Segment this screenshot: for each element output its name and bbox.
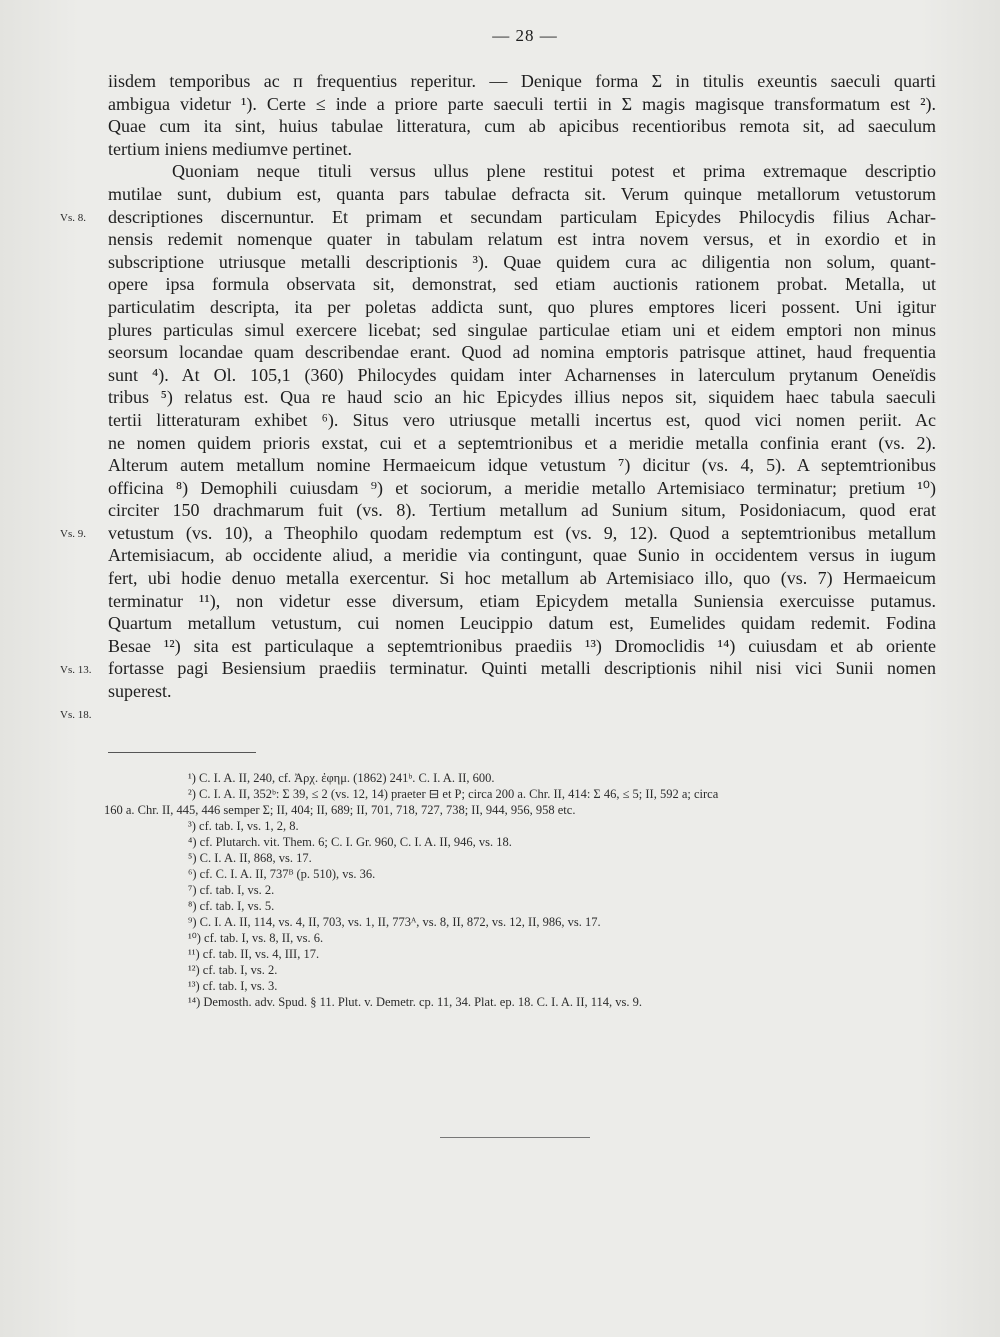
margin-note-vs9: Vs. 9. xyxy=(60,528,86,540)
footnote: ²) C. I. A. II, 352ᵇ: Σ 39, ≤ 2 (vs. 12, 14) praeter ⊟ et Ρ; circa 200 a. Chr. II, 414: Σ 46, ≤ 5; II, 592 a; circa xyxy=(188,787,719,801)
body-line: fortasse pagi Besiensium praediis terminatur. Quinti metalli descriptionis nihil nisi vici Sunii nomen xyxy=(108,658,936,679)
body-text xyxy=(108,70,936,703)
body-line: descriptiones discernuntur. Et primam et secundam particulam Epicydes Philocydis filius Achar- xyxy=(108,206,936,227)
footnote: ¹³) cf. tab. I, vs. 3. xyxy=(188,979,278,993)
margin-note-vs13: Vs. 13. xyxy=(60,664,92,676)
body-line: particulatim descripta, ita per poletas addicta sunt, quo plures emptores liceri possent. Uni igitur xyxy=(108,296,936,317)
body-line: iisdem temporibus ac ᴨ frequentius reperitur. — Denique forma Σ in titulis exeuntis saeculi quarti xyxy=(108,71,936,91)
body-line: fert, ubi hodie denuo metalla exercentur. Si hoc metallum ab Artemisiaco illo, quo (vs. 7) Hermaeicum xyxy=(108,568,936,589)
body-line: sunt ⁴). At Ol. 105,1 (360) Philocydes quidam inter Acharnenses in laterculum prytanum Oeneïdis xyxy=(108,364,936,385)
body-line: subscriptione utriusque metalli descriptionis ³). Quae quidem cura ac diligentia non solum, quant- xyxy=(108,251,936,272)
body-line: Besae ¹²) sita est particulaque a septemtrionibus praediis ¹³) Dromoclidis ¹⁴) cuiusdam et ab oriente xyxy=(108,635,936,656)
footnotes xyxy=(104,770,940,1010)
body-line: tertium iniens mediumve pertinet. xyxy=(108,138,352,159)
footnote: ⁹) C. I. A. II, 114, vs. 4, II, 703, vs. 1, II, 773ᴬ, vs. 8, II, 872, vs. 12, II, 986, vs. 17. xyxy=(188,915,601,929)
footnote: ⁴) cf. Plutarch. vit. Them. 6; C. I. Gr. 960, C. I. A. II, 946, vs. 18. xyxy=(188,835,512,849)
body-line: Quae cum ita sint, huius tabulae litteratura, cum ab apicibus recentioribus remota sit, ad saeculum xyxy=(108,116,936,137)
bottom-divider xyxy=(440,1137,590,1138)
margin-note-vs8: Vs. 8. xyxy=(60,212,86,224)
body-line: Quoniam neque tituli versus ullus plene restitui potest et prima extremaque descriptio xyxy=(172,161,936,182)
footnote-divider xyxy=(108,752,256,753)
body-line: tribus ⁵) relatus est. Qua re haud scio an hic Epicydes illius nepos sit, siquidem haec tabula saeculi xyxy=(108,387,936,408)
footnote: ¹²) cf. tab. I, vs. 2. xyxy=(188,963,278,977)
footnote: ⁶) cf. C. I. A. II, 737ᴮ (p. 510), vs. 36. xyxy=(188,867,376,881)
body-line: mutilae sunt, dubium est, quanta pars tabulae defracta sit. Verum quinque metallorum vetustorum xyxy=(108,183,936,204)
body-line: ne nomen quidem prioris exstat, cui et a septemtrionibus et a meridie metalla confinia erant (vs. 2). xyxy=(108,432,936,453)
body-line: ambigua videtur ¹). Certe ≤ inde a priore parte saeculi tertii in Σ magis magisque transformatum est ²). xyxy=(108,93,936,114)
margin-note-vs18: Vs. 18. xyxy=(60,709,92,721)
body-line: nensis redemit nomenque quater in tabulam relatum est intra novem versus, et in exordio et in xyxy=(108,229,936,250)
page-number: — 28 — xyxy=(492,26,558,45)
body-line: seorsum locandae quam describendae erant. Quod ad nomina emptoris patrisque attinet, haud frequentia xyxy=(108,342,936,363)
footnote: 160 a. Chr. II, 445, 446 semper Σ; II, 404; II, 689; II, 701, 718, 727, 738; II, 944, 956, 958 etc. xyxy=(104,803,576,817)
footnote: ¹¹) cf. tab. II, vs. 4, III, 17. xyxy=(188,947,320,961)
body-line: opere ipsa formula observata sit, demonstrat, sed etiam auctionis rationem probat. Metalla, ut xyxy=(108,274,936,295)
footnote: ¹⁴) Demosth. adv. Spud. § 11. Plut. v. Demetr. cp. 11, 34. Plat. ep. 18. C. I. A. II, 114, vs. 9. xyxy=(188,995,643,1009)
footnote: ⁷) cf. tab. I, vs. 2. xyxy=(188,883,275,897)
footnote: ¹⁰) cf. tab. I, vs. 8, II, vs. 6. xyxy=(188,931,324,945)
body-line: Alterum autem metallum nomine Hermaeicum idque vetustum ⁷) dicitur (vs. 4, 5). A septemtrionibus xyxy=(108,455,936,476)
body-line: Artemisiacum, ab occidente aliud, a meridie via contingunt, quae Sunio in occidentem versus in iugum xyxy=(108,545,936,566)
body-line: tertii litteraturam exhibet ⁶). Situs vero utriusque metalli incertus est, quod vici nomen periit. Ac xyxy=(108,409,936,430)
footnote: ⁸) cf. tab. I, vs. 5. xyxy=(188,899,275,913)
body-line: plures particulas simul exercere licebat; sed singulae particulae etiam uni et eidem emptori non minus xyxy=(108,319,936,340)
footnote: ¹) C. I. A. II, 240, cf. Ἀρχ. ἐφημ. (1862) 241ᵇ. C. I. A. II, 600. xyxy=(188,771,495,785)
body-line: circiter 150 drachmarum fuit (vs. 8). Tertium metallum ad Sunium situm, Posidoniacum, quod erat xyxy=(108,500,936,521)
body-line: superest. xyxy=(108,681,172,702)
body-line: terminatur ¹¹), non videtur esse diversum, etiam Epicydem metalla Suniensia exercuisse putamus. xyxy=(108,590,936,611)
footnote: ³) cf. tab. I, vs. 1, 2, 8. xyxy=(188,819,299,833)
body-line: officina ⁸) Demophili cuiusdam ⁹) et sociorum, a meridie metallo Artemisiaco terminatur; pretium ¹⁰) xyxy=(108,477,936,498)
body-line: vetustum (vs. 10), a Theophilo quodam redemptum est (vs. 9, 12). Quod a septemtrionibus metallum xyxy=(108,522,936,543)
body-line: Quartum metallum vetustum, cui nomen Leucippio datum est, Eumelides quidam redemit. Fodina xyxy=(108,613,936,634)
footnote: ⁵) C. I. A. II, 868, vs. 17. xyxy=(188,851,312,865)
